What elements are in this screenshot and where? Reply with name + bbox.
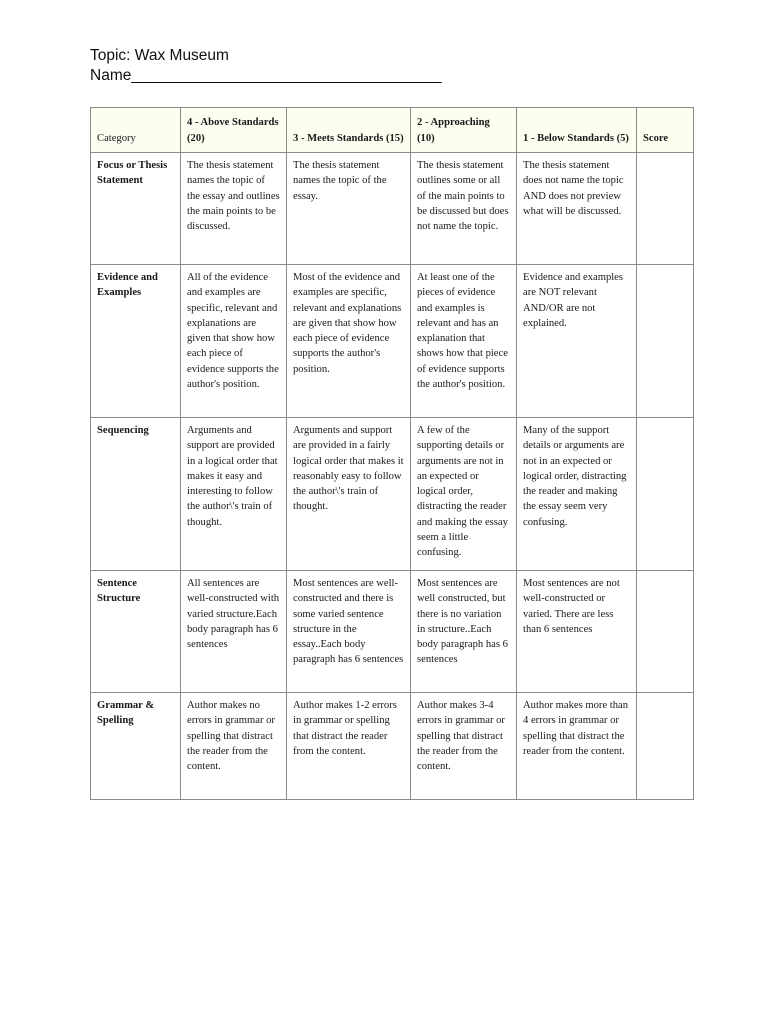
score-cell[interactable]: [637, 571, 694, 693]
score-cell[interactable]: [637, 693, 694, 800]
table-cell: Most sentences are well constructed, but there is no variation in structure..Each body paragraph has 6 sentences: [411, 571, 517, 693]
table-cell: A few of the supporting details or arguments are not in an expected or logical order, distracting the reader and making the essay seem a little confusing.: [411, 418, 517, 571]
table-cell: Many of the support details or arguments are not in an expected or logical order, distracting the reader and making the essay seem very confusing.: [517, 418, 637, 571]
table-cell: The thesis statement outlines some or all of the main points to be discussed but does not name the topic.: [411, 153, 517, 265]
table-cell: Author makes no errors in grammar or spelling that distract the reader from the content.: [181, 693, 287, 800]
column-header-score: Score: [637, 108, 694, 153]
row-category: Sentence Structure: [91, 571, 181, 693]
table-cell: The thesis statement does not name the topic AND does not preview what will be discussed.: [517, 153, 637, 265]
table-row: [91, 571, 694, 693]
column-header-below-standards: 1 - Below Standards (5): [517, 108, 637, 153]
table-cell: Arguments and support are provided in a fairly logical order that makes it reasonably easy to follow the author\'s train of thought.: [287, 418, 411, 571]
table-row: [91, 265, 694, 418]
rubric-table: [90, 107, 694, 800]
table-cell: Author makes 1-2 errors in grammar or spelling that distract the reader from the content.: [287, 693, 411, 800]
column-header-meets-standards: 3 - Meets Standards (15): [287, 108, 411, 153]
table-cell: Evidence and examples are NOT relevant AND/OR are not explained.: [517, 265, 637, 418]
table-row: [91, 693, 694, 800]
column-header-above-standards: 4 - Above Standards (20): [181, 108, 287, 153]
row-category: Sequencing: [91, 418, 181, 571]
page-header: [90, 46, 442, 86]
score-cell[interactable]: [637, 418, 694, 571]
table-cell: All sentences are well-constructed with varied structure.Each body paragraph has 6 sentences: [181, 571, 287, 693]
table-cell: Most of the evidence and examples are specific, relevant and explanations are given that show how each piece of evidence supports the author's position.: [287, 265, 411, 418]
table-cell: Most sentences are not well-constructed or varied. There are less than 6 sentences: [517, 571, 637, 693]
table-cell: At least one of the pieces of evidence and examples is relevant and has an explanation that shows how that piece of evidence supports the author's position.: [411, 265, 517, 418]
table-cell: All of the evidence and examples are specific, relevant and explanations are given that show how each piece of evidence supports the author's position.: [181, 265, 287, 418]
table-header-row: [91, 108, 694, 153]
table-cell: Author makes more than 4 errors in grammar or spelling that distract the reader from the content.: [517, 693, 637, 800]
table-cell: Arguments and support are provided in a logical order that makes it easy and interesting to follow the author\'s train of thought.: [181, 418, 287, 571]
column-header-approaching: 2 - Approaching (10): [411, 108, 517, 153]
table-cell: The thesis statement names the topic of the essay.: [287, 153, 411, 265]
topic-line: Topic: Wax Museum: [90, 47, 229, 64]
table-cell: The thesis statement names the topic of the essay and outlines the main points to be discussed.: [181, 153, 287, 265]
score-cell[interactable]: [637, 153, 694, 265]
name-line: Name____________________________________: [90, 67, 442, 84]
table-row: [91, 153, 694, 265]
table-cell: Author makes 3-4 errors in grammar or spelling that distract the reader from the content.: [411, 693, 517, 800]
table-cell: Most sentences are well-constructed and there is some varied sentence structure in the essay..Each body paragraph has 6 sentences: [287, 571, 411, 693]
table-row: [91, 418, 694, 571]
row-category: Evidence and Examples: [91, 265, 181, 418]
score-cell[interactable]: [637, 265, 694, 418]
column-header-category: Category: [91, 108, 181, 153]
row-category: Focus or Thesis Statement: [91, 153, 181, 265]
row-category: Grammar & Spelling: [91, 693, 181, 800]
